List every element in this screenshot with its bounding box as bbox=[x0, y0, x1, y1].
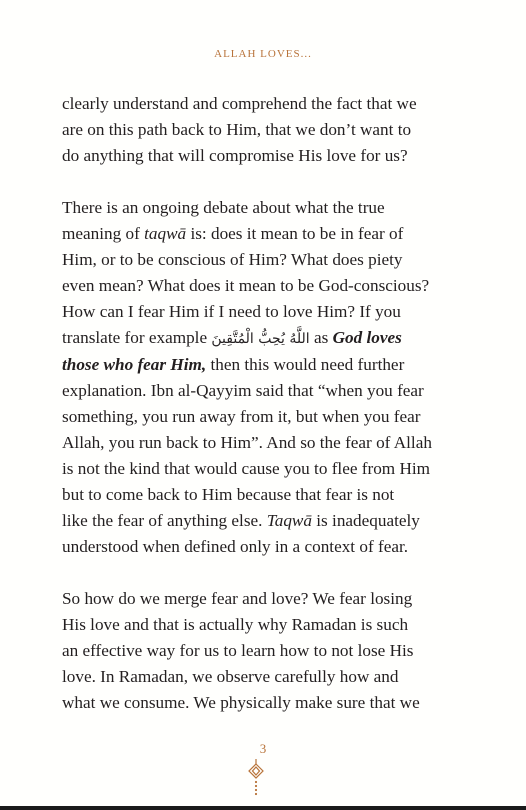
text-line: How can I fear Him if I need to love Him? If you bbox=[62, 302, 401, 321]
text-line bbox=[62, 221, 462, 247]
page-number: 3 bbox=[259, 741, 267, 756]
text-line: do anything that will compromise His love for us? bbox=[62, 146, 408, 165]
running-head: ALLAH LOVES... bbox=[214, 48, 312, 60]
text-line: is not the kind that would cause you to flee from Him bbox=[62, 459, 431, 478]
text-run: like the fear of anything else. bbox=[62, 511, 267, 530]
text-line bbox=[62, 352, 462, 378]
text-line: There is an ongoing debate about what the true bbox=[62, 198, 385, 217]
text-run: is inadequately bbox=[311, 511, 420, 530]
text-line: Allah, you run back to Him”. And so the fear of Allah bbox=[62, 433, 432, 452]
text-line: Him, or to be conscious of Him? What does piety bbox=[62, 250, 403, 269]
paragraph-2 bbox=[62, 195, 462, 560]
text-line: an effective way for us to learn how to not lose His bbox=[62, 641, 414, 660]
paragraph-1 bbox=[62, 91, 462, 169]
text-line: understood when defined only in a context of fear. bbox=[62, 537, 409, 556]
text-line: what we consume. We physically make sure that we bbox=[62, 693, 420, 712]
bottom-border bbox=[0, 806, 526, 810]
text-line: clearly understand and comprehend the fact that we bbox=[62, 94, 417, 113]
arabic-verse: اللَّهُ يُحِبُّ الْمُتَّقِينَ bbox=[211, 331, 310, 347]
text-run: then this would need further bbox=[206, 355, 405, 374]
text-line: even mean? What does it mean to be God-conscious? bbox=[62, 276, 430, 295]
text-line: His love and that is actually why Ramadan is such bbox=[62, 615, 409, 634]
body-text bbox=[62, 91, 462, 716]
text-line: explanation. Ibn al-Qayyim said that “when you fear bbox=[62, 381, 424, 400]
text-run: as bbox=[309, 328, 333, 347]
text-line bbox=[62, 508, 462, 534]
text-run: is: does it mean to be in fear of bbox=[186, 224, 404, 243]
text-line: but to come back to Him because that fear is not bbox=[62, 485, 395, 504]
text-line bbox=[62, 325, 462, 352]
text-line: So how do we merge fear and love? We fear losing bbox=[62, 589, 413, 608]
italic-term-taqwa: Taqwā bbox=[266, 511, 312, 530]
text-run: meaning of bbox=[62, 224, 145, 243]
text-line: something, you run away from it, but when you fear bbox=[62, 407, 421, 426]
paragraph-3 bbox=[62, 586, 462, 716]
ornament-icon bbox=[245, 758, 267, 798]
bold-italic-translation: those who fear Him, bbox=[62, 355, 207, 374]
text-run: translate for example bbox=[62, 328, 212, 347]
italic-term-taqwa: taqwā bbox=[144, 224, 187, 243]
bold-italic-translation: God loves bbox=[332, 328, 402, 347]
text-line: love. In Ramadan, we observe carefully how and bbox=[62, 667, 399, 686]
text-line: are on this path back to Him, that we don’t want to bbox=[62, 120, 412, 139]
